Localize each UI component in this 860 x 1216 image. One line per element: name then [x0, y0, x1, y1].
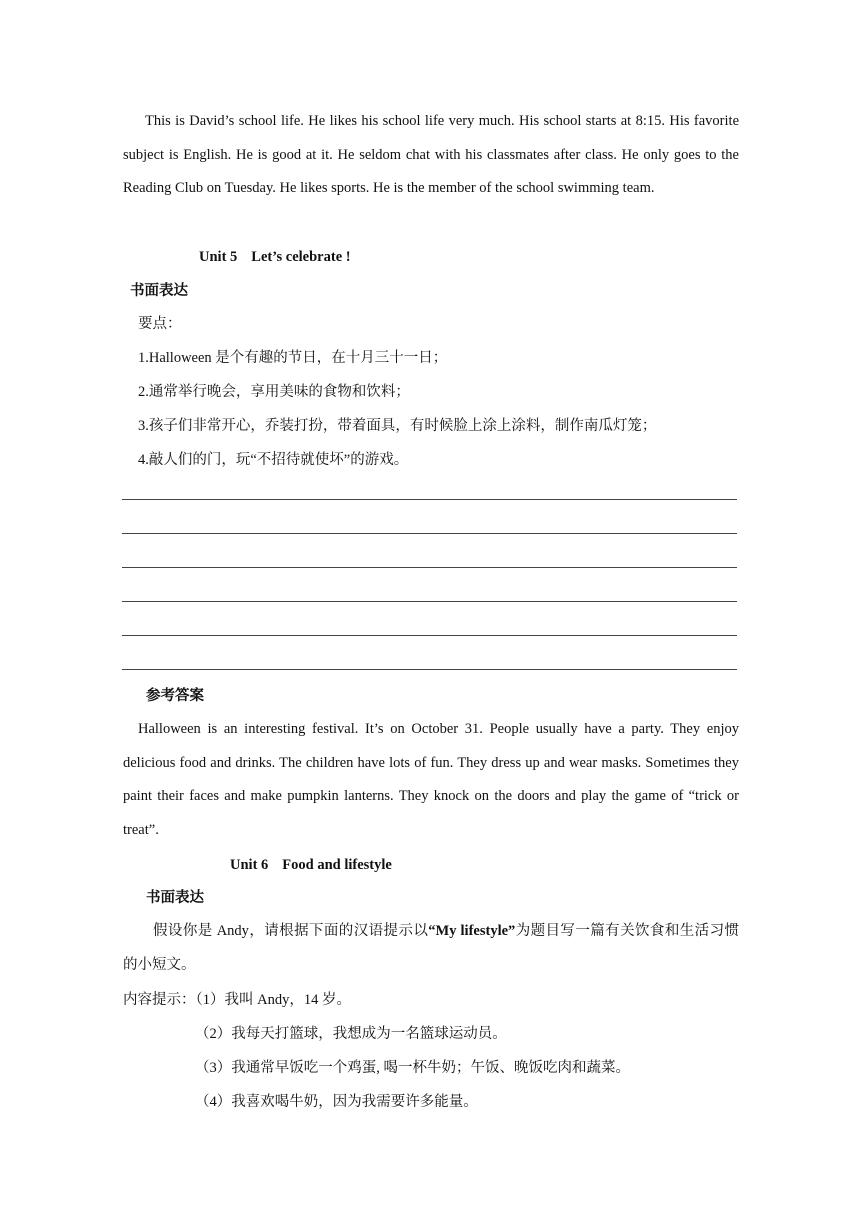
unit5-point: 2.通常举行晚会，享用美味的食物和饮料；	[138, 384, 410, 400]
writing-line	[122, 533, 737, 534]
unit6-section-label: 书面表达	[146, 890, 204, 906]
unit5-answer-paragraph: Halloween is an interesting festival. It’s on October 31. People usually have a party. They enjoy delicious food and drinks. The children have lots of fun. They dress up and wear masks. Sometimes they paint their faces and make pumpkin lanterns. They knock on the doors and play the game of “trick or treat”.	[123, 721, 739, 838]
unit5-point: 4.敲人们的门，玩“不招待就使坏”的游戏。	[138, 452, 409, 468]
unit6-number: Unit 6	[230, 857, 269, 873]
unit5-heading	[199, 247, 351, 267]
unit6-title: Food and lifestyle	[282, 857, 392, 873]
unit5-answer-label: 参考答案	[146, 688, 204, 704]
unit6-hint: （2）我每天打篮球，我想成为一名篮球运动员。	[195, 1026, 507, 1042]
unit6-prompt-before: 假设你是 Andy，请根据下面的汉语提示以	[153, 923, 429, 939]
unit6-hint: （1）我叫 Andy，14 岁。	[195, 992, 351, 1008]
unit5-points-label: 要点：	[138, 316, 182, 332]
writing-line	[122, 601, 737, 602]
unit6-content-label: 内容提示：	[123, 992, 196, 1008]
writing-line	[122, 499, 737, 500]
unit6-content-hints	[123, 990, 351, 1010]
unit5-section-label: 书面表达	[130, 283, 188, 299]
unit6-hint: （4）我喜欢喝牛奶，因为我需要许多能量。	[195, 1094, 478, 1110]
writing-line	[122, 567, 737, 568]
writing-line	[122, 669, 737, 670]
unit5-title: Let’s celebrate !	[251, 249, 351, 265]
unit6-hint: （3）我通常早饭吃一个鸡蛋, 喝一杯牛奶；午饭、晚饭吃肉和蔬菜。	[195, 1060, 630, 1076]
unit6-prompt-paragraph	[123, 915, 739, 982]
unit5-point: 1.Halloween 是个有趣的节日，在十月三十一日；	[138, 350, 448, 366]
unit5-number: Unit 5	[199, 249, 238, 265]
unit6-prompt-after: 为题目写一篇有关饮食和生活习惯的小短文。	[123, 923, 739, 973]
unit4-answer-paragraph: This is David’s school life. He likes his school life very much. His school starts at 8:15. His favorite subject is English. He is good at it. He seldom chat with his classmates after class. He only goes to the Reading Club on Tuesday. He likes sports. He is the member of the school swimming team.	[123, 113, 739, 196]
unit5-point: 3.孩子们非常开心，乔装打扮，带着面具，有时候脸上涂上涂料，制作南瓜灯笼；	[138, 418, 657, 434]
writing-line	[122, 635, 737, 636]
unit6-prompt-title: “My lifestyle”	[428, 923, 516, 939]
unit6-heading	[230, 855, 392, 875]
